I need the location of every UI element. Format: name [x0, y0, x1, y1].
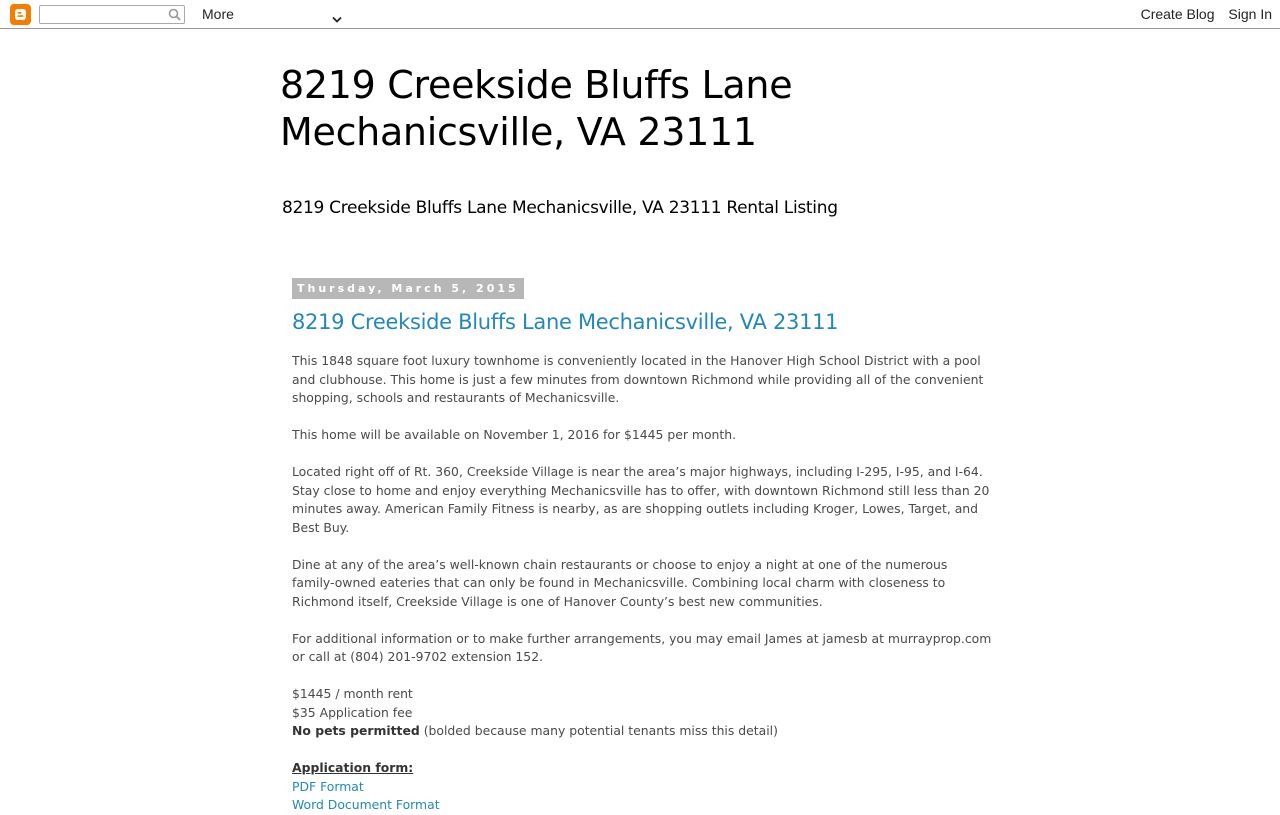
post-paragraph-intro: This 1848 square foot luxury townhome is conveniently located in the Hanover High School District with a pool and clubhouse. This home is just a few minutes from downtown Richmond while providing all of the convenient shopping, schools and restaurants of Mechanicsville.	[292, 353, 984, 405]
search-icon[interactable]	[166, 7, 182, 22]
fee-line: $35 Application fee	[292, 704, 413, 720]
post-body	[292, 352, 992, 815]
search-box	[39, 5, 185, 24]
post-paragraph-contact: For additional information or to make further arrangements, you may email James at jamesb at murrayprop.com or call at (804) 201-9702 extension 152.	[292, 630, 992, 664]
word-format-link[interactable]: Word Document Format	[292, 797, 440, 812]
blog-title-line2: Mechanicsville, VA 23111	[280, 110, 757, 154]
post-paragraph-location: Located right off of Rt. 360, Creekside Village is near the area’s major highways, including I-295, I-95, and I-64. Stay close to home and enjoy everything Mechanicsville has to offer, with downtown Richmond still less than 20 minutes away. American Family Fitness is nearby, as are shopping outlets including Kroger, Lowes, Target, and Best Buy.	[292, 464, 990, 535]
post-paragraph-availability: This home will be available on November 1, 2016 for $1445 per month.	[292, 427, 737, 442]
more-dropdown[interactable]	[202, 5, 344, 24]
application-form-heading: Application form:	[292, 760, 414, 775]
navbar-links	[1131, 5, 1272, 24]
search-input[interactable]	[42, 7, 162, 22]
pets-line	[292, 722, 992, 741]
chevron-down-icon	[332, 10, 342, 29]
blogger-logo-icon[interactable]	[10, 4, 31, 25]
post-title-link[interactable]: 8219 Creekside Bluffs Lane Mechanicsville, VA 23111	[292, 310, 839, 334]
pdf-format-link[interactable]: PDF Format	[292, 778, 364, 794]
rent-line: $1445 / month rent	[292, 686, 413, 701]
pets-note-text: (bolded because many potential tenants miss this detail)	[419, 723, 778, 738]
blog-title-line1: 8219 Creekside Bluffs Lane	[280, 63, 793, 107]
sign-in-link[interactable]: Sign In	[1228, 6, 1272, 22]
more-label: More	[202, 6, 234, 22]
post-date-header: Thursday, March 5, 2015	[292, 278, 524, 299]
pets-bold-text: No pets permitted	[292, 723, 420, 738]
blog-description: 8219 Creekside Bluffs Lane Mechanicsville, VA 23111 Rental Listing	[282, 198, 838, 218]
post-paragraph-dining: Dine at any of the area’s well-known chain restaurants or choose to enjoy a night at one of the numerous family-owned eateries that can only be found in Mechanicsville. Combining local charm with closeness to Richmond itself, Creekside Village is one of Hanover County’s best new communities.	[292, 556, 948, 609]
blogger-navbar	[0, 0, 1280, 29]
create-blog-link[interactable]: Create Blog	[1140, 6, 1215, 22]
blog-title[interactable]	[280, 62, 980, 156]
